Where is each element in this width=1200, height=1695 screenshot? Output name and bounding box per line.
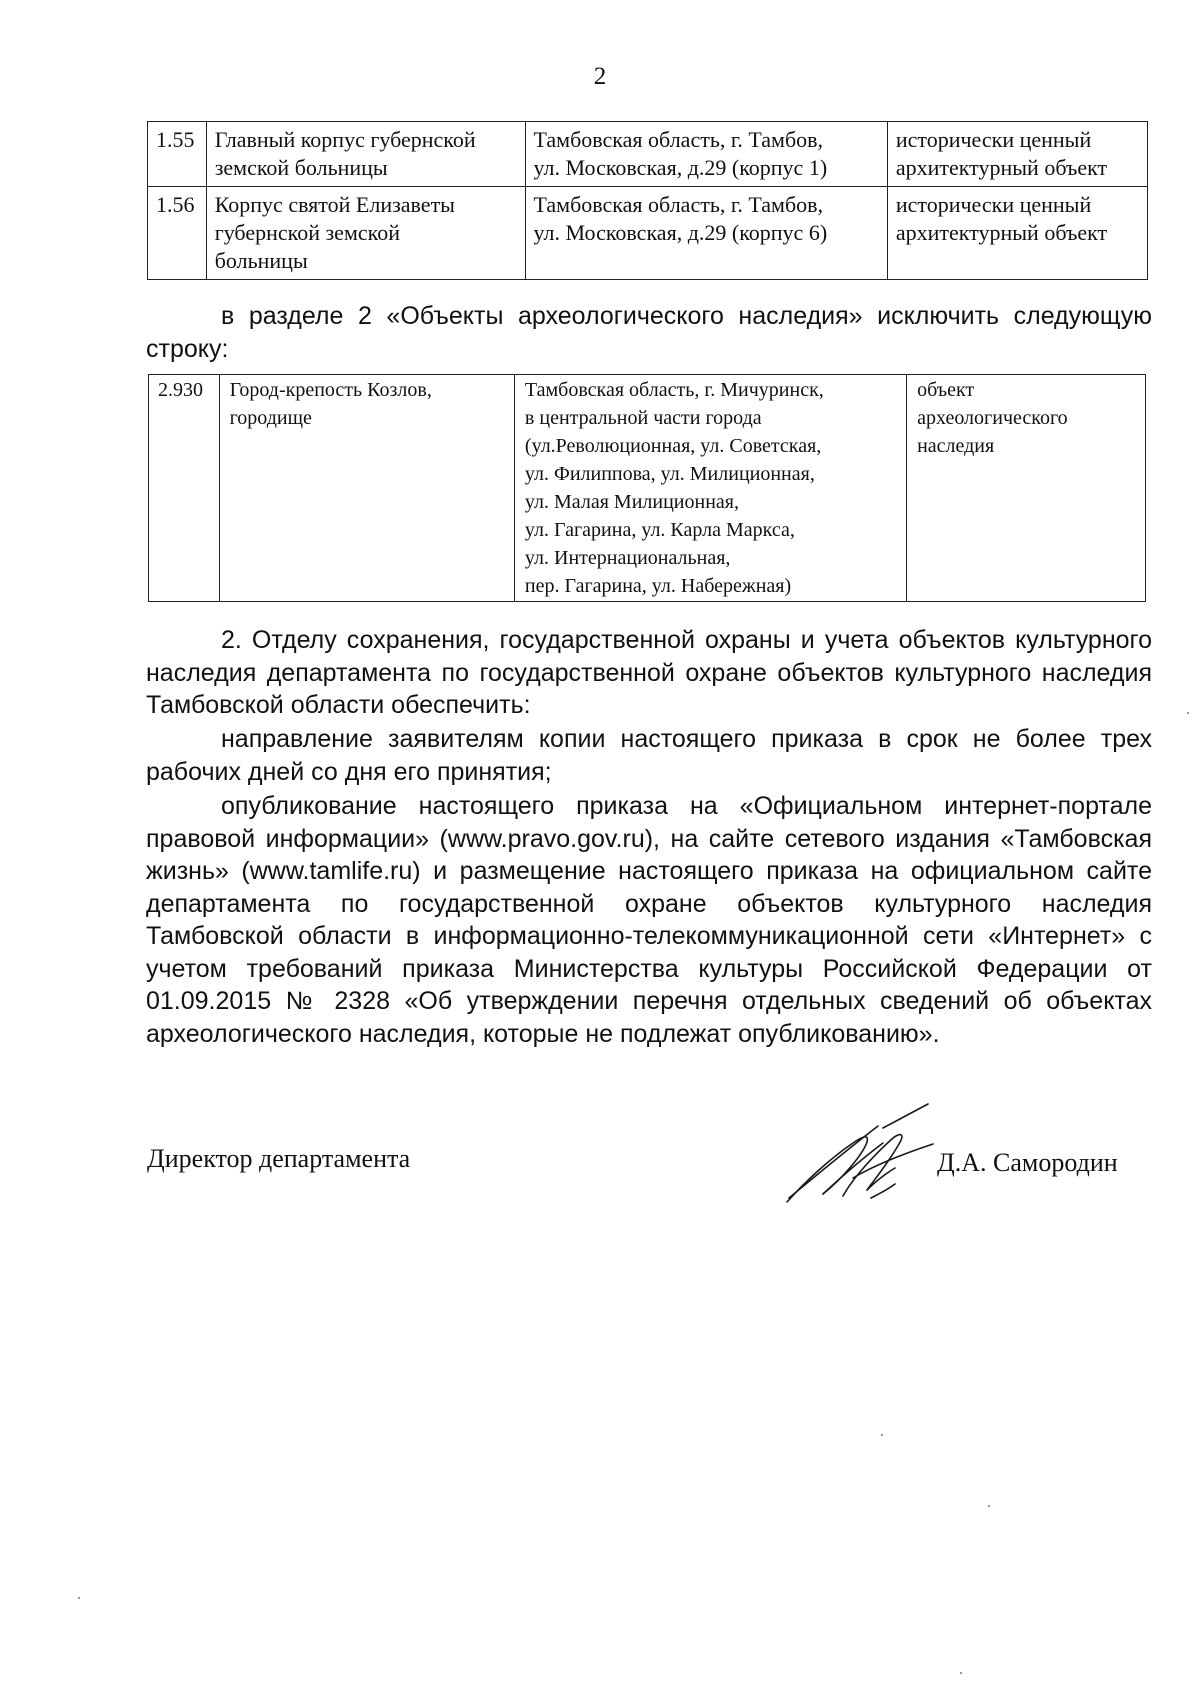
cell-line: исторически ценный [895,192,1092,217]
cell-line: наследия [917,435,995,457]
object-address-cell [514,375,906,602]
object-name-cell [206,122,525,187]
cell-line: пер. Гагарина, ул. Набережная) [524,575,792,597]
object-address-cell [525,187,887,280]
signatory-title: Директор департамента [147,1144,411,1173]
cell-line: Тамбовская область, г. Тамбов, [533,127,824,152]
table-row [148,187,1148,280]
object-name-cell [206,187,525,280]
cell-line: ул. Малая Милиционная, [524,491,739,513]
cell-line: ул. Гагарина, ул. Карла Маркса, [524,519,795,541]
scan-speck [960,1672,962,1674]
cell-line: губернской земской [214,220,400,245]
order-paragraph-2: 2. Отделу сохранения, государственной охраны и учета объектов культурного наследия департамента по государственной охране объектов культурного наследия Тамбовской области обеспечить: [146,626,1152,719]
archaeological-objects-table [148,374,1146,602]
page-number: 2 [593,63,607,90]
cell-line: в центральной части города [524,407,762,429]
cell-line: ул. Интернациональная, [524,547,731,569]
object-name-cell [219,375,514,602]
cell-line: исторически ценный [895,127,1092,152]
object-category-cell [887,187,1147,280]
scan-speck [988,1505,990,1507]
cell-line: Тамбовская область, г. Мичуринск, [524,379,824,401]
cell-line: археологического [917,407,1068,429]
cell-line: больницы [214,248,308,273]
handwritten-signature [783,1098,953,1208]
row-number-cell: 1.55 [148,122,207,187]
scan-speck [1187,712,1189,714]
cell-line: (ул.Революционная, ул. Советская, [524,435,822,457]
cell-line: Главный корпус губернской [214,127,476,152]
scan-speck [881,1434,883,1436]
cell-line: Город-крепость Козлов, [229,379,432,401]
signatory-name: Д.А. Самородин [937,1148,1118,1177]
row-number-cell: 1.56 [148,187,207,280]
cell-line: архитектурный объект [895,220,1108,245]
heritage-objects-table [147,121,1148,280]
object-address-cell [525,122,887,187]
cell-line: объект [917,379,975,401]
cell-line: городище [229,407,312,429]
order-paragraph-publication: опубликование настоящего приказа на «Официальном интернет-портале правовой информации» (www.pravo.gov.ru), на сайте сетевого издания «Тамбовская жизнь» (www.tamlife.ru) и размещение настоящего приказа на официальном сайте департамента по государственной охране объектов культурного наследия Тамбовской области в информационно-телекоммуникационной сети «Интернет» с учетом требований приказа Министерства культуры Российской Федерации от 01.09.2015 № 2328 «Об утверждении перечня отдельных сведений об объектах археологического наследия, которые не подлежат опубликованию». [146,792,1152,1048]
object-category-cell [887,122,1147,187]
row-number-cell: 2.930 [149,375,220,602]
cell-line: Корпус святой Елизаветы [214,192,455,217]
cell-line: ул. Московская, д.29 (корпус 1) [533,155,828,180]
cell-line: ул. Московская, д.29 (корпус 6) [533,220,828,245]
intro-paragraph: в разделе 2 «Объекты археологического наследия» исключить следующую строку: [146,302,1152,363]
cell-line: архитектурный объект [895,155,1108,180]
cell-line: земской больницы [214,155,388,180]
cell-line: ул. Филиппова, ул. Милиционная, [524,463,815,485]
cell-line: Тамбовская область, г. Тамбов, [533,192,824,217]
object-category-cell [907,375,1146,602]
table-row [148,122,1148,187]
table-row [149,375,1146,602]
order-paragraph-send-copies: направление заявителям копии настоящего приказа в срок не более трех рабочих дней со дня его принятия; [146,725,1152,786]
scan-speck [78,1597,80,1599]
